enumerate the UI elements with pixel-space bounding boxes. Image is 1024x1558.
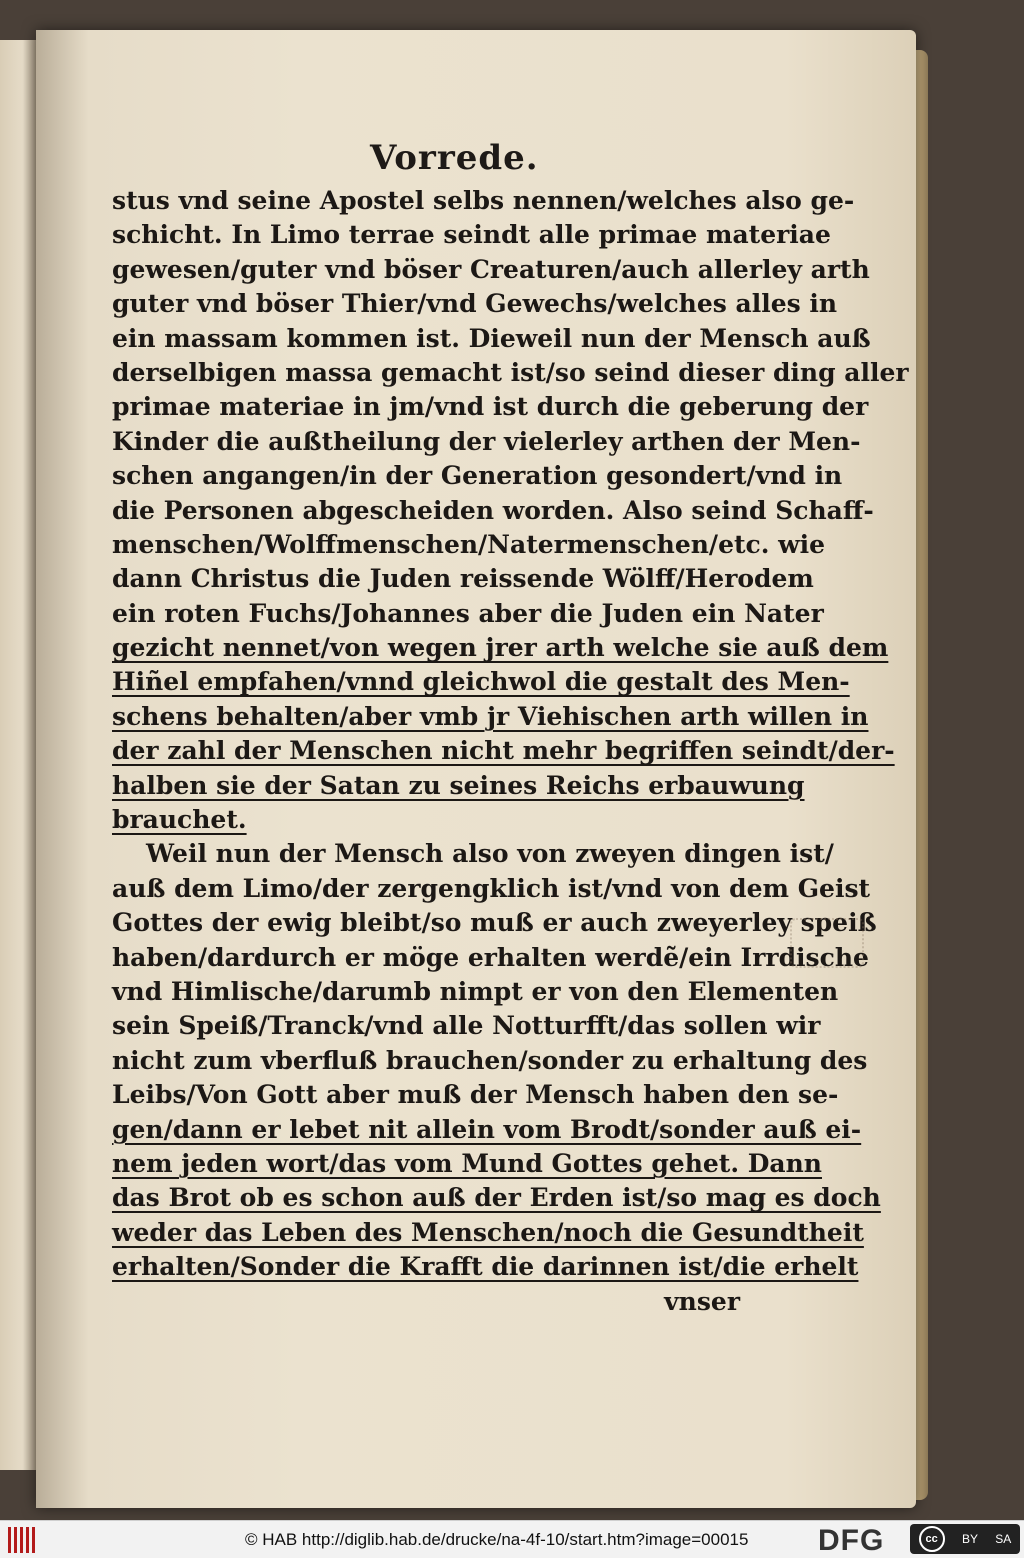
text-line: vnd Himlische/darumb nimpt er von den Elementen [112,976,839,1006]
dfg-logo[interactable]: DFG [818,1524,885,1557]
page-text [112,184,909,1319]
text-line: schicht. In Limo terrae seindt alle primae materiae [112,220,831,250]
text-line: menschen/Wolffmenschen/Natermenschen/etc. wie [112,529,826,559]
running-head: Vorrede. [370,138,539,178]
text-line-underlined: das Brot ob es schon auß der Erden ist/so mag es doch [112,1183,881,1213]
text-line: stus vnd seine Apostel selbs nennen/welches also ge- [112,186,855,215]
copyright-link[interactable]: © HAB http://diglib.hab.de/drucke/na-4f-10/start.htm?image=00015 [245,1530,749,1549]
text-line: primae materiae in jm/vnd ist durch die geberung der [112,392,869,422]
text-line: nicht zum vberfluß brauchen/sonder zu erhaltung des [112,1045,868,1075]
text-line: Kinder die außtheilung der vielerley arthen der Men- [112,426,861,456]
text-line-underlined: weder das Leben des Menschen/noch die Gesundtheit [112,1217,864,1247]
text-line: gewesen/guter vnd böser Creaturen/auch allerley arth [112,254,870,284]
text-line-underlined: gen/dann er lebet nit allein vom Brodt/sonder auß ei- [112,1114,862,1144]
text-line: ein roten Fuchs/Johannes aber die Juden ein Nater [112,598,824,628]
text-line-underlined: nem jeden wort/das vom Mund Gottes gehet. Dann [112,1148,822,1178]
viewer-footer [0,1520,1024,1558]
text-line-underlined: brauchet. [112,805,247,835]
text-line-underlined: halben sie der Satan zu seines Reichs erbauwung [112,770,805,800]
text-line: guter vnd böser Thier/vnd Gewechs/welches alles in [112,289,838,319]
text-line: haben/dardurch er möge erhalten werdẽ/ein Irrdische [112,942,869,972]
text-line: ein massam kommen ist. Dieweil nun der Mensch auß [112,323,871,353]
text-line: Gottes der ewig bleibt/so muß er auch zweyerley speiß [112,908,877,938]
text-line: auß dem Limo/der zergengklich ist/vnd von dem Geist [112,873,871,903]
text-line: Weil nun der Mensch also von zweyen dingen ist/ [146,839,834,869]
by-label: BY [961,1532,978,1546]
cc-label: cc [919,1526,945,1552]
catchword: vnser [664,1286,740,1316]
text-line-underlined: schens behalten/aber vmb jr Viehischen arth willen in [112,701,869,731]
text-line-underlined: Hiñel empfahen/vnnd gleichwol die gestalt des Men- [112,667,850,697]
text-line: dann Christus die Juden reissende Wölff/Herodem [112,564,814,594]
text-line: Leibs/Von Gott aber muß der Mensch haben den se- [112,1080,839,1110]
text-line-underlined: erhalten/Sonder die Krafft die darinnen ist/die erhelt [112,1252,859,1282]
hab-barcode-logo-icon[interactable] [8,1527,38,1553]
text-line: sein Speiß/Tranck/vnd alle Notturfft/das sollen wir [112,1011,821,1041]
facing-page-edge [0,40,40,1470]
sa-label: SA [995,1532,1012,1546]
text-line: schen angangen/in der Generation gesondert/vnd in [112,461,843,491]
text-line-underlined: der zahl der Menschen nicht mehr begriffen seindt/der- [112,736,895,766]
text-line: die Personen abgescheiden worden. Also seind Schaff- [112,495,874,525]
cc-by-sa-icon[interactable] [910,1524,1020,1554]
text-line: derselbigen massa gemacht ist/so seind dieser ding aller [112,357,909,387]
text-line-underlined: gezicht nennet/von wegen jrer arth welche sie auß dem [112,633,889,663]
faded-stamp [790,918,864,968]
